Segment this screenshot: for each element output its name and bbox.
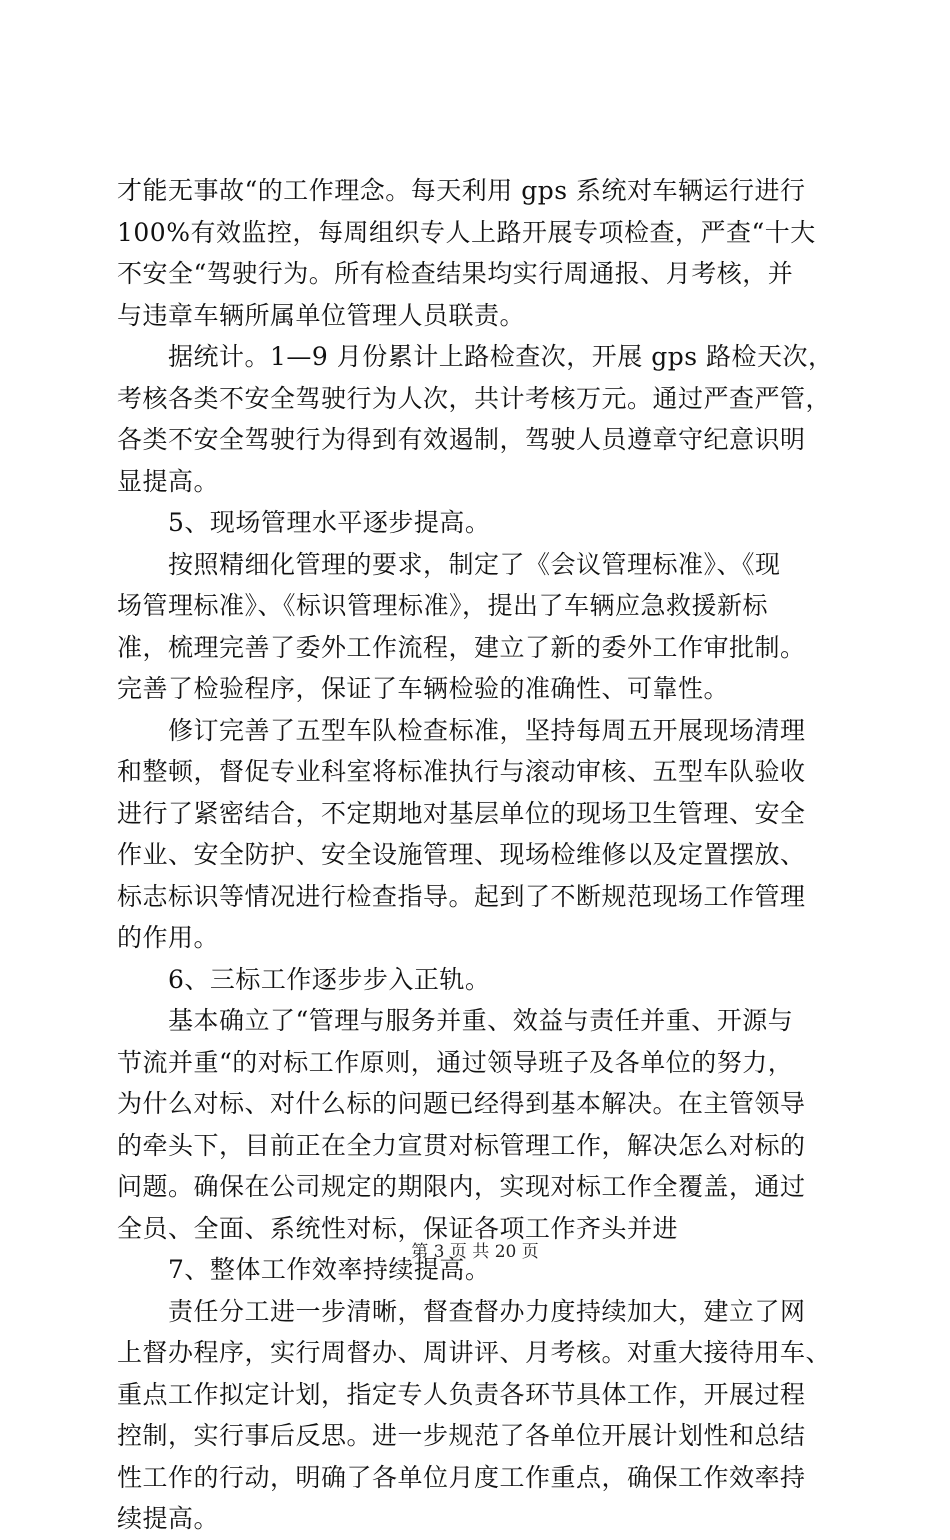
page-number-footer: 第 3 页 共 20 页 xyxy=(411,1242,539,1262)
text-line: 标志标识等情况进行检查指导。起到了不断规范现场工作管理 xyxy=(117,881,806,911)
text-line: 节流并重“的对标工作原则，通过领导班子及各单位的努力， xyxy=(117,1047,794,1077)
text-line: 控制，实行事后反思。进一步规范了各单位开展计划性和总结 xyxy=(117,1421,806,1450)
text-line: 才能无事故“的工作理念。每天利用 gps 系统对车辆运行进行 xyxy=(117,176,806,205)
text-line: 据统计。1—9 月份累计上路检查次，开展 gps 路检天次， xyxy=(117,342,834,371)
text-line: 准，梳理完善了委外工作流程，建立了新的委外工作审批制。 xyxy=(117,632,806,662)
section-heading: 6、三标工作逐步步入正轨。 xyxy=(117,964,491,994)
text-line: 责任分工进一步清晰，督查督办力度持续加大，建立了网 xyxy=(117,1296,806,1326)
text-line: 的作用。 xyxy=(117,923,220,952)
document-body xyxy=(117,170,832,1540)
text-line: 作业、安全防护、安全设施管理、现场检维修以及定置摆放、 xyxy=(117,840,806,869)
text-line: 各类不安全驾驶行为得到有效遏制，驾驶人员遵章守纪意识明 xyxy=(117,425,806,454)
text-line: 的牵头下，目前正在全力宣贯对标管理工作，解决怎么对标的 xyxy=(117,1130,806,1160)
text-line: 性工作的行动，明确了各单位月度工作重点，确保工作效率持 xyxy=(117,1462,806,1492)
text-line: 问题。确保在公司规定的期限内，实现对标工作全覆盖，通过 xyxy=(117,1172,806,1201)
text-line: 为什么对标、对什么标的问题已经得到基本解决。在主管领导 xyxy=(117,1089,806,1118)
text-line: 重点工作拟定计划，指定专人负责各环节具体工作，开展过程 xyxy=(117,1379,806,1409)
section-heading: 5、现场管理水平逐步提高。 xyxy=(117,508,491,537)
text-line: 不安全“驾驶行为。所有检查结果均实行周通报、月考核，并 xyxy=(117,259,794,288)
text-line: 与违章车辆所属单位管理人员联责。 xyxy=(117,300,526,330)
text-line: 场管理标准》、《标识管理标准》，提出了车辆应急救援新标 xyxy=(117,591,769,620)
section-heading: 7、整体工作效率持续提高。 xyxy=(117,1255,491,1284)
text-line: 100%有效监控，每周组织专人上路开展专项检查，严查“十大 xyxy=(117,217,816,247)
text-line: 完善了检验程序，保证了车辆检验的准确性、可靠性。 xyxy=(117,674,730,703)
text-line: 进行了紧密结合，不定期地对基层单位的现场卫生管理、安全 xyxy=(117,798,806,828)
text-line: 基本确立了“管理与服务并重、效益与责任并重、开源与 xyxy=(117,1006,794,1035)
text-line: 显提高。 xyxy=(117,466,220,496)
text-line: 和整顿，督促专业科室将标准执行与滚动审核、五型车队验收 xyxy=(117,757,806,786)
text-line: 全员、全面、系统性对标，保证各项工作齐头并进 xyxy=(117,1213,679,1243)
text-line: 上督办程序，实行周督办、周讲评、月考核。对重大接待用车、 xyxy=(117,1338,832,1367)
text-line: 按照精细化管理的要求，制定了《会议管理标准》、《现 xyxy=(117,549,781,579)
text-line: 修订完善了五型车队检查标准，坚持每周五开展现场清理 xyxy=(117,715,806,745)
text-line: 续提高。 xyxy=(117,1504,220,1533)
text-line: 考核各类不安全驾驶行为人次，共计考核万元。通过严查严管， xyxy=(117,383,832,413)
